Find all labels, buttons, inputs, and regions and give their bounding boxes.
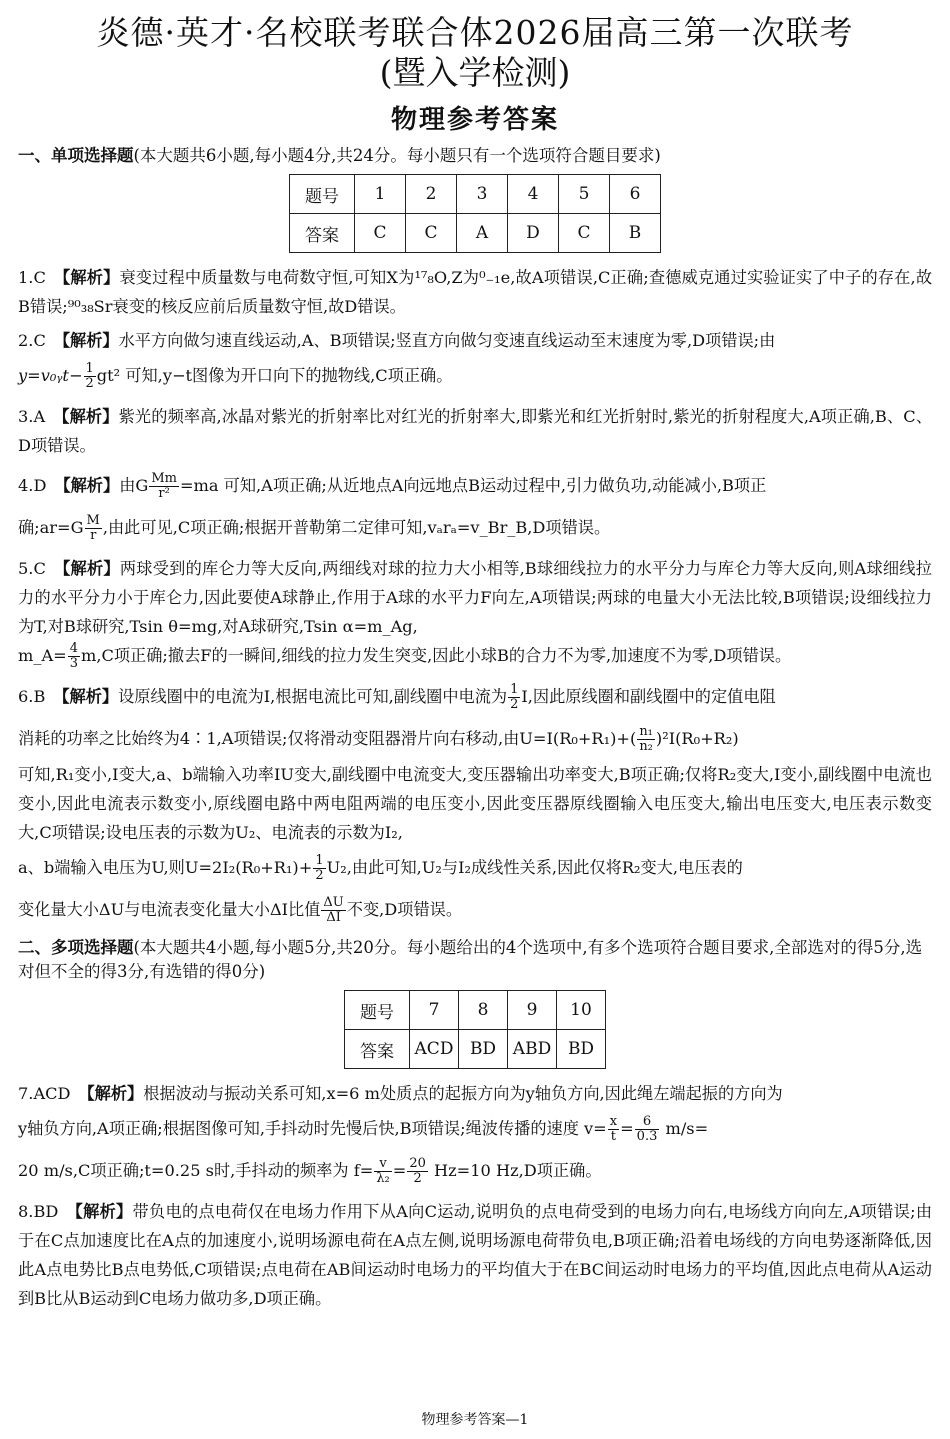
question-number: 7.ACD [18,1084,71,1103]
section2-answer-table [344,990,606,1069]
fraction-denominator: 2 [510,697,519,712]
solution-text: m_A= [18,646,67,665]
table-cell: 答案 [290,214,355,253]
analysis-tag: 【解析】 [53,331,119,350]
section2-heading-rest: (本大题共4小题,每小题5分,共20分。每小题给出的4个选项中,有多个选项符合题目要求,全部选对的得5分,选对但不全的得3分,有选错的得0分) [18,938,923,981]
fraction [635,1115,660,1144]
table-cell: 2 [406,175,457,214]
fraction-numerator: 1 [85,361,94,376]
question-number: 1.C [18,268,46,287]
fraction-denominator: λ₂ [376,1171,390,1186]
table-cell: 7 [410,991,459,1030]
solution-text: a、b端输入电压为U,则U=2I₂(R₀+R₁)+ [18,858,313,877]
solution-q3 [18,402,932,460]
table-cell: BD [459,1030,508,1069]
table-cell: 题号 [345,991,410,1030]
solution-text: Hz=10 Hz,D项正确。 [428,1161,602,1180]
solution-q6 [18,676,932,931]
fraction-numerator: 1 [510,682,519,697]
fraction-denominator: ΔI [326,910,341,925]
fraction [85,514,102,543]
fraction-numerator: 20 [409,1156,426,1171]
question-number: 3.A [18,407,46,426]
section1-heading-rest: (本大题共6小题,每小题4分,共24分。每小题只有一个选项符合题目要求) [133,146,661,165]
fraction [321,896,345,925]
table-row [290,214,661,253]
fraction-numerator: Mm [151,471,177,486]
fraction-denominator: t [610,1129,617,1144]
solution-text: m/s= [660,1119,709,1138]
solution-q1 [18,263,932,321]
analysis-tag: 【解析】 [54,476,120,495]
document-title: 物理参考答案 [390,105,559,135]
fraction-numerator: v [374,1157,391,1172]
solution-text: 紫光的频率高,冰晶对紫光的折射率比对红光的折射率大,即紫光和红光折射时,紫光的折射程度大,A项正确,B、C、D项错误。 [18,407,933,455]
fraction-numerator: 6 [635,1115,660,1130]
solution-text: 不变,D项错误。 [346,900,463,919]
fraction-numerator: M [86,513,100,528]
analysis-tag: 【解析】 [53,559,120,578]
table-cell: A [457,214,508,253]
section1-answer-table [289,174,661,253]
solution-text: 由G [119,476,149,495]
table-cell: 1 [355,175,406,214]
table-cell: 10 [557,991,606,1030]
solution-q5 [18,554,932,671]
solution-text: 带负电的点电荷仅在电场力作用下从A向C运动,说明负的点电荷受到的电场力向右,电场线方向向左,A项错误;由于在C点加速度比在A点的加速度小,说明场源电荷在A点左侧,说明场源电荷带负电,B项正确;沿着电场线的方向电势逐渐降低,因此A点电势比B点电势低,C项错误;点电荷在AB间运动时电场力的平均值大于在BC间运动时电场力的平均值,因此点电荷从A运动到B比从B运动到C电场力做功多,D项正确。 [18,1202,933,1308]
analysis-tag: 【解析】 [53,687,119,706]
question-number: 2.C [18,331,46,350]
solution-text: )²I(R₀+R₂) [655,729,739,748]
solution-q2 [18,326,932,397]
solution-text: I,因此原线圈和副线圈中的定值电阻 [521,687,776,706]
fraction-denominator: 2 [315,868,324,883]
fraction-numerator: x [609,1114,618,1129]
solution-text: 确;ar=G [18,518,84,537]
analysis-tag: 【解析】 [78,1084,144,1103]
fraction [313,854,325,883]
table-row [345,1030,606,1069]
fraction [608,1115,619,1144]
fraction-denominator: 2 [413,1171,422,1186]
table-cell: C [355,214,406,253]
solution-q4 [18,465,932,549]
solution-text: ,由此可见,C项正确;根据开普勒第二定律可知,vₐrₐ=v_Br_B,D项错误。 [102,518,611,537]
solution-text: 两球受到的库仑力等大反向,两细线对球的拉力大小相等,B球细线拉力的水平分力与库仑力等大反向,则A球细线拉力的水平分力小于库仑力,因此要使A球静止,作用于A球的水平力F向左,A项错误;两球的电量大小无法比较,B项错误;设细线拉力为T,对B球研究,Tsin θ=mg,对A球研究,Tsin α=m_Ag, [18,559,932,636]
section2-heading [18,936,932,984]
solution-q7 [18,1079,932,1192]
fraction-numerator: ΔU [323,895,344,910]
table-row [290,175,661,214]
solution-text: 根据波动与振动关系可知,x=6 m处质点的起振方向为y轴负方向,因此绳左端起振的方向为 [143,1084,783,1103]
fraction [508,683,520,712]
solution-text: gt² 可知,y−t图像为开口向下的抛物线,C项正确。 [96,366,453,385]
table-cell: 题号 [290,175,355,214]
question-number: 6.B [18,687,46,706]
solution-text: 20 m/s,C项正确;t=0.25 s时,手抖动的频率为 f= [18,1161,374,1180]
table-cell: D [508,214,559,253]
equals-sign: = [392,1161,407,1180]
solution-text: 可知,R₁变小,I变大,a、b端输入功率IU变大,副线圈中电流变大,变压器输出功率变大,B项正确;仅将R₂变大,I变小,副线圈中电流也变小,因此电流表示数变小,原线圈电路中两电阻两端的电压变小,因此变压器原线圈输入电压变大,输出电压变大,电压表示数变大,C项错误;设电压表的示数为U₂、电流表的示数为I₂, [18,765,932,842]
table-cell: ACD [410,1030,459,1069]
section1-heading-bold: 一、单项选择题 [18,146,134,165]
fraction [374,1157,391,1186]
solution-q8 [18,1197,932,1313]
table-cell: 3 [457,175,508,214]
solution-text: m,C项正确;撤去F的一瞬间,细线的拉力发生突变,因此小球B的合力不为零,加速度不为零,D项错误。 [80,646,792,665]
solution-text: 变化量大小ΔU与电流表变化量大小ΔI比值 [18,900,321,919]
solution-text: y轴负方向,A项正确;根据图像可知,手抖动时先慢后快,B项错误;绳波传播的速度 v= [18,1119,607,1138]
fraction [68,642,80,671]
fraction [407,1157,428,1186]
answer-sheet-page [0,14,950,1439]
fraction [84,362,96,391]
solution-text: =ma 可知,A项正确;从近地点A向远地点B运动过程中,引力做负功,动能减小,B项正 [179,476,767,495]
section1-heading [18,144,932,168]
solution-text: 衰变过程中质量数与电荷数守恒,可知X为¹⁷₈O,Z为⁰₋₁e,故A项错误,C正确;查德威克通过实验证实了中子的存在,故B错误;⁹⁰₃₈Sr衰变的核反应前后质量数守恒,故D错误。 [18,268,933,316]
analysis-tag: 【解析】 [53,268,120,287]
formula-text: y=v₀ᵧt− [18,366,83,385]
question-number: 5.C [18,559,46,578]
section2-heading-bold: 二、多项选择题 [18,938,134,957]
fraction-denominator: r² [158,486,170,501]
table-cell: 8 [459,991,508,1030]
fraction [637,725,655,754]
solution-text: 设原线圈中的电流为I,根据电流比可知,副线圈中电流为 [118,687,508,706]
page-footer: 物理参考答案—1 [421,1412,529,1428]
analysis-tag: 【解析】 [66,1202,133,1221]
table-cell: BD [557,1030,606,1069]
fraction-denominator: 0.3 [636,1129,658,1144]
fraction-numerator: n₁ [639,724,653,739]
fraction-denominator: n₂ [639,739,653,754]
fraction-denominator: r [90,528,97,543]
equals-sign: = [620,1119,634,1138]
fraction-denominator: 3 [69,656,78,671]
table-cell: C [406,214,457,253]
fraction-numerator: 4 [69,641,78,656]
fraction-denominator: 2 [85,376,94,391]
table-cell: C [559,214,610,253]
fraction-numerator: 1 [315,853,324,868]
table-cell: B [610,214,661,253]
solution-text: 消耗的功率之比始终为4∶1,A项错误;仅将滑动变阻器滑片向右移动,由U=I(R₀+R₁)+( [18,729,637,748]
question-number: 8.BD [18,1202,59,1221]
exam-title: 炎德·英才·名校联考联合体2026届高三第一次联考 [96,13,854,52]
table-cell: 6 [610,175,661,214]
solution-text: U₂,由此可知,U₂与I₂成线性关系,因此仅将R₂变大,电压表的 [326,858,743,877]
table-cell: 9 [508,991,557,1030]
table-cell: 5 [559,175,610,214]
table-cell: 4 [508,175,559,214]
table-cell: 答案 [345,1030,410,1069]
exam-subtitle: (暨入学检测) [379,53,571,92]
table-row [345,991,606,1030]
table-cell: ABD [508,1030,557,1069]
solution-text: 水平方向做匀速直线运动,A、B项错误;竖直方向做匀变速直线运动至末速度为零,D项错误;由 [118,331,776,350]
question-number: 4.D [18,476,47,495]
fraction [149,472,179,501]
analysis-tag: 【解析】 [53,407,119,426]
